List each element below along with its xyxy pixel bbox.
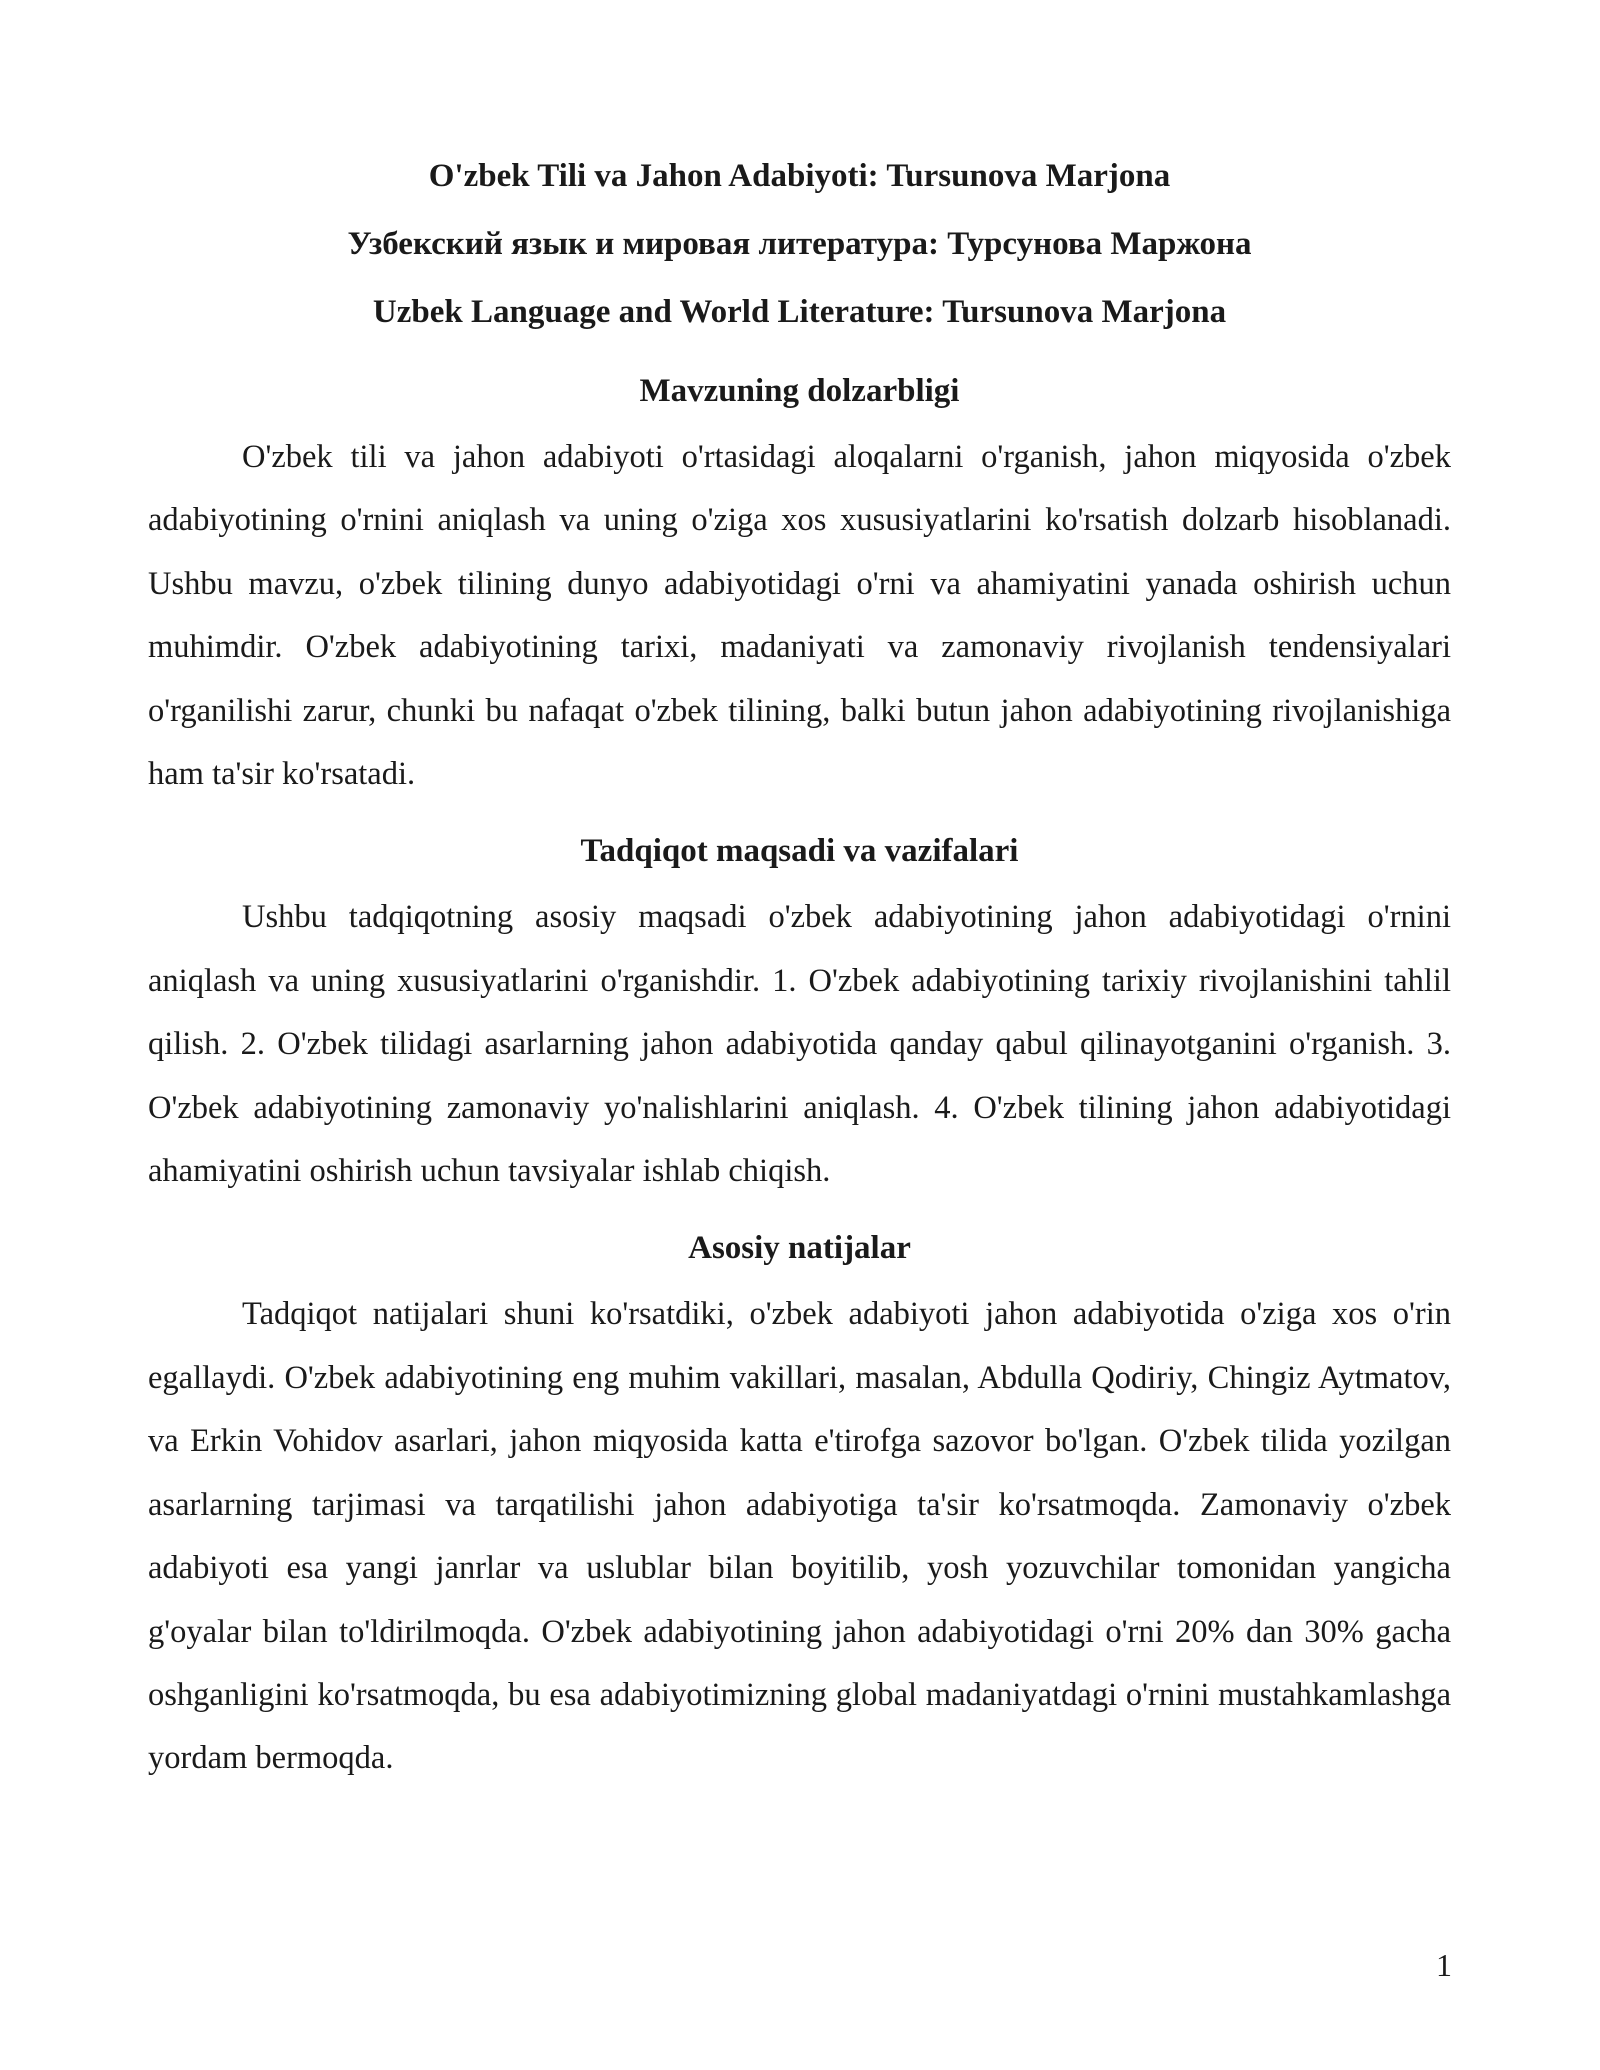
title-russian: Узбекский язык и мировая литература: Турсунова Маржона <box>347 226 1252 262</box>
title-uzbek: O'zbek Tili va Jahon Adabiyoti: Tursunova Marjona <box>428 158 1171 194</box>
section-heading-relevance: Mavzuning dolzarbligi <box>639 373 960 409</box>
section-body-goals: Ushbu tadqiqotning asosiy maqsadi o'zbek adabiyotining jahon adabiyotidagi o'rnini aniqlash va uning xususiyatlarini o'rganishdir. 1. O'zbek adabiyotining tarixiy rivojlanishini tahlil qilish. 2. O'zbek tilidagi asarlarning jahon adabiyotida qanday qabul qilinayotganini o'rganish. 3. O'zbek adabiyotining zamonaviy yo'nalishlarini aniqlash. 4. O'zbek tilining jahon adabiyotidagi ahamiyatini oshirish uchun tavsiyalar ishlab chiqish. <box>148 899 1451 1190</box>
section-body-relevance: O'zbek tili va jahon adabiyoti o'rtasidagi aloqalarni o'rganish, jahon miqyosida o'zbek adabiyotining o'rnini aniqlash va uning o'ziga xos xususiyatlarini ko'rsatish dolzarb hisoblanadi. Ushbu mavzu, o'zbek tilining dunyo adabiyotidagi o'rni va ahamiyatini yanada oshirish uchun muhimdir. O'zbek adabiyotining tarixi, madaniyati va zamonaviy rivojlanish tendensiyalari o'rganilishi zarur, chunki bu nafaqat o'zbek tilining, balki butun jahon adabiyotining rivojlanishiga ham ta'sir ko'rsatadi. <box>148 439 1451 793</box>
section-heading-goals: Tadqiqot maqsadi va vazifalari <box>580 833 1019 870</box>
title-english: Uzbek Language and World Literature: Tursunova Marjona <box>372 294 1227 330</box>
section-heading-results: Asosiy natijalar <box>688 1230 911 1267</box>
page-number: 1 <box>1436 1947 1452 1983</box>
section-body-results: Tadqiqot natijalari shuni ko'rsatdiki, o'zbek adabiyoti jahon adabiyotida o'ziga xos o'rin egallaydi. O'zbek adabiyotining eng muhim vakillari, masalan, Abdulla Qodiriy, Chingiz Aytmatov, va Erkin Vohidov asarlari, jahon miqyosida katta e'tirofga sazovor bo'lgan. O'zbek tilida yozilgan asarlarning tarjimasi va tarqatilishi jahon adabiyotiga ta'sir ko'rsatmoqda. Zamonaviy o'zbek adabiyoti esa yangi janrlar va uslublar bilan boyitilib, yosh yozuvchilar tomonidan yangicha g'oyalar bilan to'ldirilmoqda. O'zbek adabiyotining jahon adabiyotidagi o'rni 20% dan 30% gacha oshganligini ko'rsatmoqda, bu esa adabiyotimizning global madaniyatdagi o'rnini mustahkamlashga yordam bermoqda. <box>148 1296 1451 1777</box>
page-content <box>148 142 1451 1791</box>
